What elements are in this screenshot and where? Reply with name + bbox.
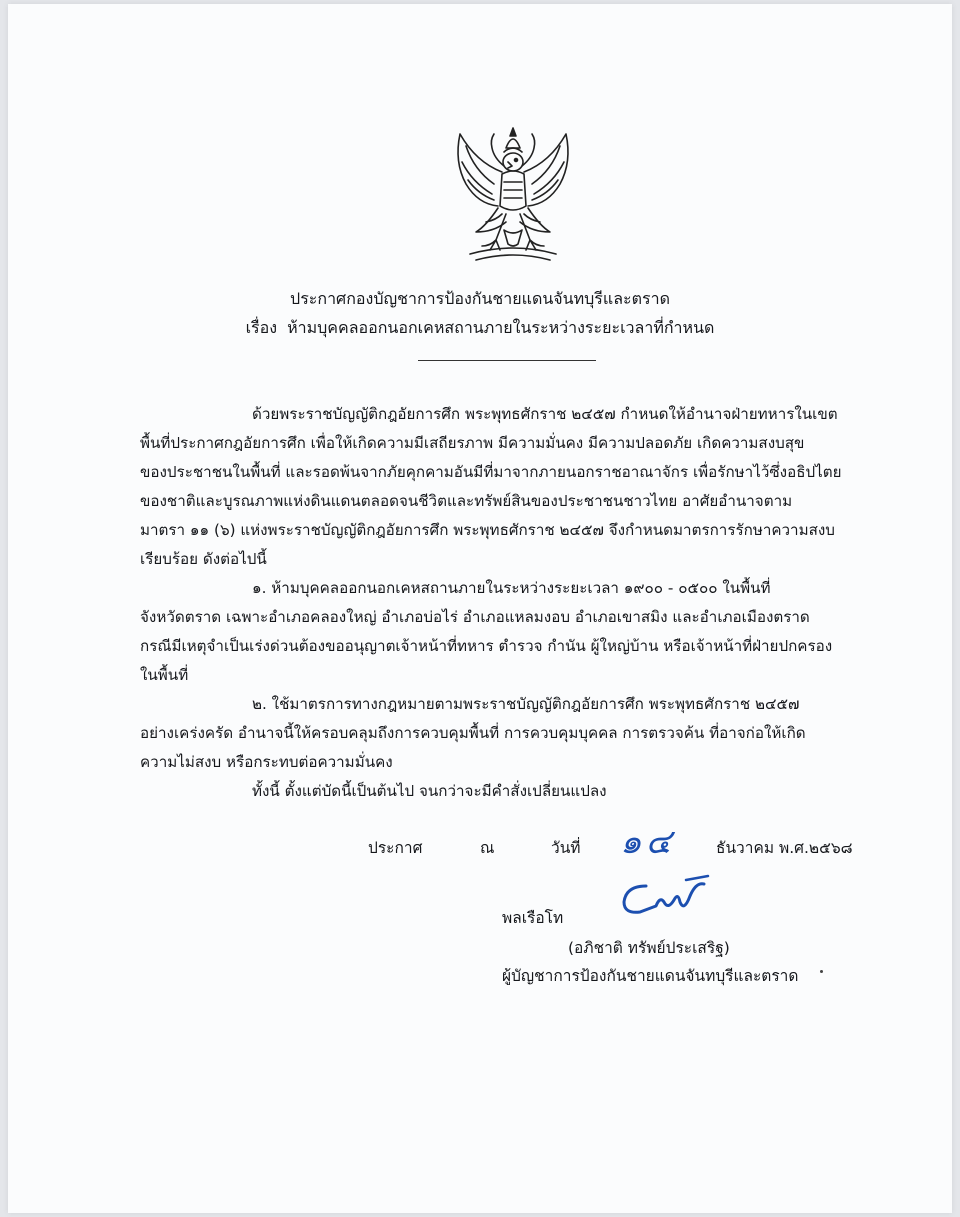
body-line: ของประชาชนในพื้นที่ และรอดพ้นจากภัยคุกคามอันมีที่มาจากภายนอกราชอาณาจักร เพื่อรักษาไว้ซึ่งอธิปไตย (140, 463, 842, 481)
signer-rank: พลเรือโท (502, 909, 564, 927)
body-line: ในพื้นที่ (140, 666, 189, 684)
body-line: ด้วยพระราชบัญญัติกฎอัยการศึก พระพุทธศักราช ๒๔๕๗ กำหนดให้อำนาจฝ่ายทหารในเขต (252, 405, 838, 423)
announcement-word: ประกาศ (368, 839, 423, 857)
body-line: ๒. ใช้มาตรการทางกฎหมายตามพระราชบัญญัติกฎอัยการศึก พระพุทธศักราช ๒๔๕๗ (252, 695, 800, 713)
body-line: อย่างเคร่งครัด อำนาจนี้ให้ครอบคลุมถึงการควบคุมพื้นที่ การควบคุมบุคคล การตรวจค้น ที่อาจก่อให้เกิด (140, 724, 806, 742)
document-page (8, 4, 952, 1213)
body-line: ความไม่สงบ หรือกระทบต่อความมั่นคง (140, 753, 393, 771)
signer-position: ผู้บัญชาการป้องกันชายแดนจันทบุรีและตราด (502, 967, 799, 985)
announcement-at: ณ (480, 839, 495, 857)
item-2-paragraph (140, 690, 880, 777)
handwritten-day: ๑๔ (620, 822, 676, 862)
announcement-body (140, 400, 880, 806)
body-line: พื้นที่ประกาศกฎอัยการศึก เพื่อให้เกิดความมีเสถียรภาพ มีความมั่นคง มีความปลอดภัย เกิดความสงบสุข (140, 434, 805, 452)
item-1-paragraph (140, 574, 880, 690)
body-line: จังหวัดตราด เฉพาะอำเภอคลองใหญ่ อำเภอบ่อไร่ อำเภอแหลมงอบ อำเภอเขาสมิง และอำเภอเมืองตราด (140, 608, 810, 626)
body-line: กรณีมีเหตุจำเป็นเร่งด่วนต้องขออนุญาตเจ้าหน้าที่ทหาร ตำรวจ กำนัน ผู้ใหญ่บ้าน หรือเจ้าหน้าที่ฝ่ายปกครอง (140, 637, 833, 655)
announcement-day-label: วันที่ (551, 839, 581, 857)
intro-paragraph (140, 400, 880, 574)
subject-label: เรื่อง (245, 318, 278, 337)
subject-text: ห้ามบุคคลออกนอกเคหสถานภายในระหว่างระยะเวลาที่กำหนด (287, 318, 715, 337)
announcement-title: ประกาศกองบัญชาการป้องกันชายแดนจันทบุรีและตราด (290, 289, 670, 308)
body-line: ของชาติและบูรณภาพแห่งดินแดนตลอดจนชีวิตและทรัพย์สินของประชาชนชาวไทย อาศัยอำนาจตาม (140, 492, 793, 510)
body-line: มาตรา ๑๑ (๖) แห่งพระราชบัญญัติกฎอัยการศึก พระพุทธศักราช ๒๔๕๗ จึงกำหนดมาตรการรักษาความสงบ (140, 521, 835, 539)
announcement-subject (8, 317, 952, 339)
signer-name: (อภิชาติ ทรัพย์ประเสริฐ) (568, 939, 730, 957)
closing-line: ทั้งนี้ ตั้งแต่บัดนี้เป็นต้นไป จนกว่าจะมีคำสั่งเปลี่ยนแปลง (252, 782, 607, 800)
body-line: ๑. ห้ามบุคคลออกนอกเคหสถานภายในระหว่างระยะเวลา ๑๙๐๐ - ๐๕๐๐ ในพื้นที่ (252, 579, 771, 597)
handwritten-signature-icon (616, 872, 716, 920)
body-line: เรียบร้อย ดังต่อไปนี้ (140, 550, 267, 568)
closing-paragraph (140, 777, 880, 806)
announcement-month-year: ธันวาคม พ.ศ.๒๕๖๘ (716, 839, 853, 857)
garuda-emblem-icon (446, 122, 580, 270)
ink-speck (820, 970, 823, 973)
title-divider (418, 360, 596, 361)
